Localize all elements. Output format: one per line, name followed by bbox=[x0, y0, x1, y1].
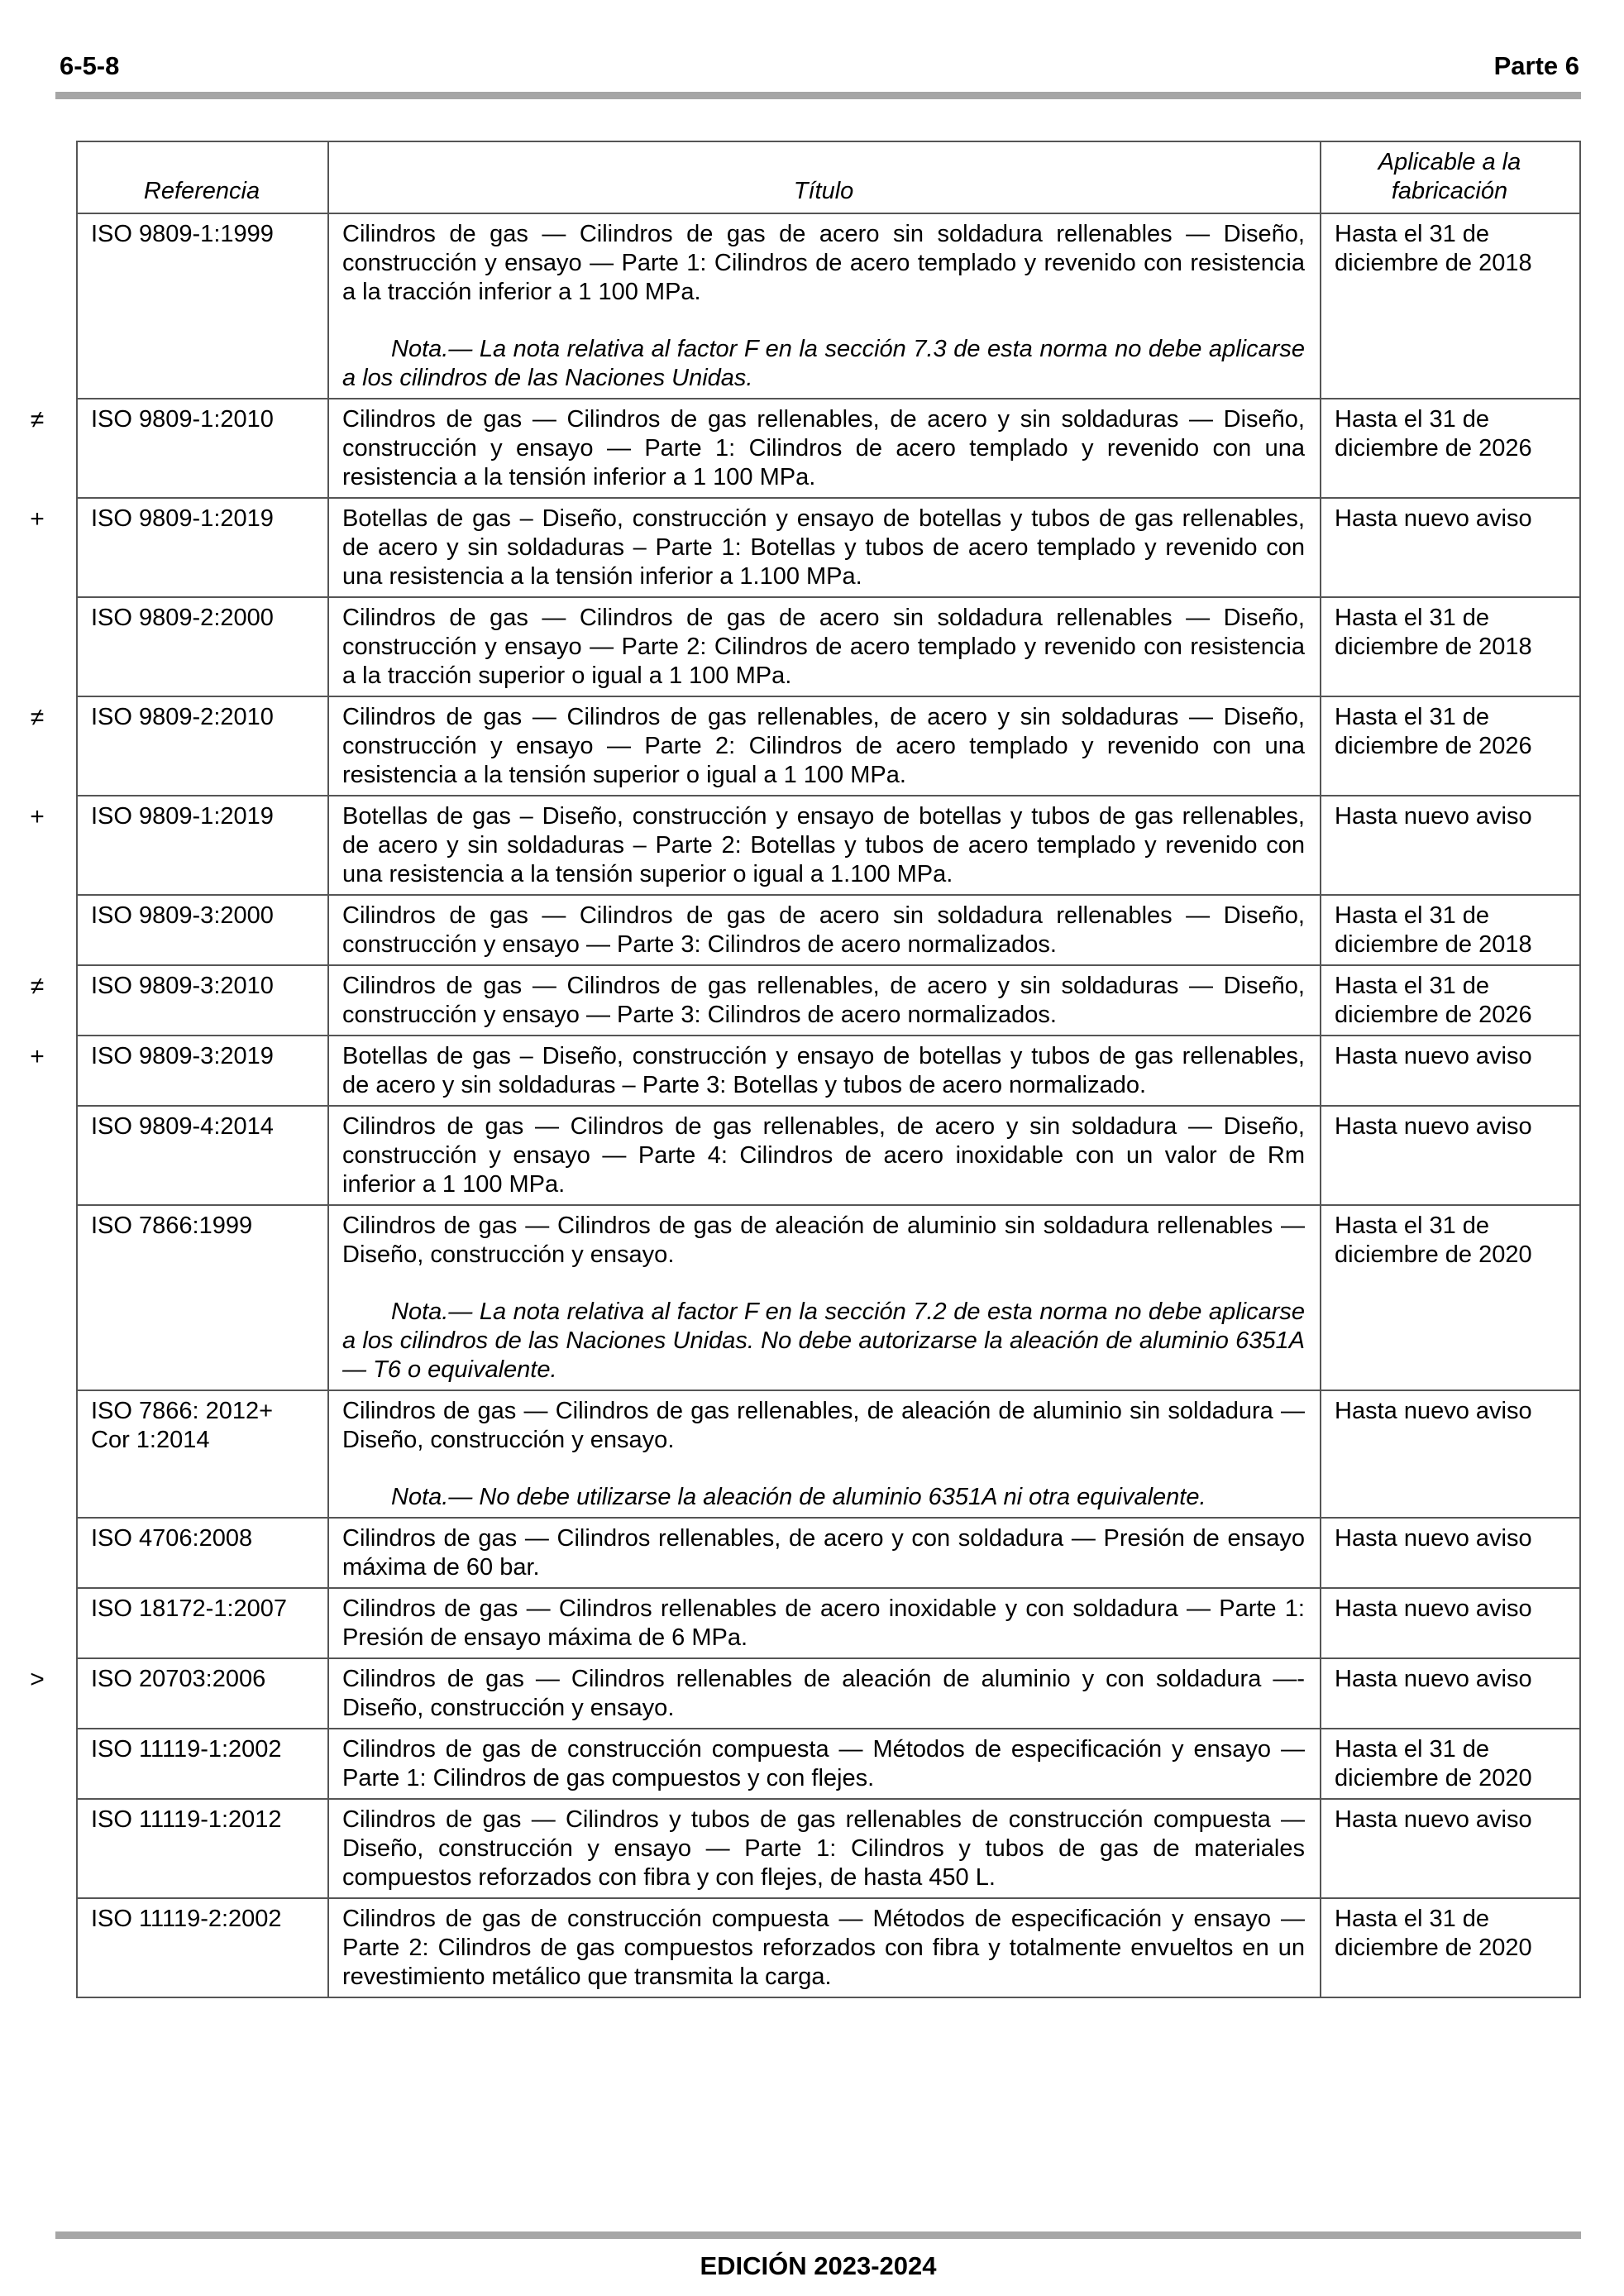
title-text: Cilindros de gas — Cilindros de gas rellenables, de acero y sin soldaduras — Diseño, construcción y ensayo — Parte 2: Cilindros de acero templado y revenido con una resistencia a la tensión superior o igual a 1 100 MPa. bbox=[342, 704, 1305, 788]
reference-cell bbox=[77, 1588, 328, 1658]
table-body bbox=[30, 213, 1580, 1997]
applicable-cell: Hasta el 31 de diciembre de 2026 bbox=[1321, 399, 1580, 498]
applicable-cell: Hasta nuevo aviso bbox=[1321, 1518, 1580, 1588]
reference-text: ISO 9809-1:2019 bbox=[91, 803, 274, 830]
title-text: Cilindros de gas — Cilindros y tubos de gas rellenables de construcción compuesta — Diseño, construcción y ensayo — Parte 1: Cilindros y tubos de gas de materiales compuestos reforzados con fibra y con flejes, de hasta 450 L. bbox=[342, 1806, 1305, 1891]
table-row bbox=[77, 399, 1580, 498]
applicable-cell: Hasta nuevo aviso bbox=[1321, 1588, 1580, 1658]
reference-cell bbox=[77, 1729, 328, 1799]
title-cell bbox=[328, 1518, 1321, 1588]
title-cell bbox=[328, 1588, 1321, 1658]
amendment-marker: ≠ bbox=[30, 406, 45, 433]
applicable-cell: Hasta nuevo aviso bbox=[1321, 1658, 1580, 1729]
title-text: Cilindros de gas — Cilindros rellenables de acero inoxidable y con soldadura — Parte 1: Presión de ensayo máxima de 6 MPa. bbox=[342, 1595, 1305, 1651]
applicable-cell: Hasta el 31 de diciembre de 2020 bbox=[1321, 1898, 1580, 1997]
reference-text: ISO 11119-1:2012 bbox=[91, 1806, 282, 1833]
amendment-marker: ≠ bbox=[30, 973, 45, 1000]
reference-text: ISO 9809-3:2010 bbox=[91, 973, 274, 999]
table-row bbox=[77, 965, 1580, 1036]
title-cell bbox=[328, 399, 1321, 498]
title-note: Nota.— La nota relativa al factor F en la sección 7.2 de esta norma no debe aplicarse a los cilindros de las Naciones Unidas. No debe autorizarse la aleación de aluminio 6351A — T6 o equivalente. bbox=[342, 1299, 1305, 1383]
reference-text: ISO 7866:1999 bbox=[91, 1213, 253, 1239]
title-cell bbox=[328, 213, 1321, 399]
title-cell bbox=[328, 1658, 1321, 1729]
header-title: Título bbox=[328, 141, 1321, 213]
reference-text: ISO 18172-1:2007 bbox=[91, 1595, 288, 1622]
reference-text: ISO 9809-4:2014 bbox=[91, 1113, 274, 1140]
table-row bbox=[77, 696, 1580, 796]
table-row bbox=[77, 1518, 1580, 1588]
reference-text: ISO 20703:2006 bbox=[91, 1666, 266, 1692]
reference-text: ISO 11119-2:2002 bbox=[91, 1906, 282, 1932]
table-row bbox=[77, 1588, 1580, 1658]
reference-cell bbox=[30, 1036, 328, 1106]
amendment-marker: + bbox=[30, 1043, 45, 1070]
table-row bbox=[77, 1799, 1580, 1898]
title-text: Cilindros de gas — Cilindros de gas rellenables, de acero y sin soldadura — Diseño, construcción y ensayo — Parte 4: Cilindros de acero inoxidable con un valor de Rm inferior a 1 100 MPa. bbox=[342, 1113, 1305, 1198]
applicable-cell: Hasta el 31 de diciembre de 2018 bbox=[1321, 895, 1580, 965]
table-row bbox=[77, 1205, 1580, 1390]
title-text: Cilindros de gas — Cilindros de gas de aleación de aluminio sin soldadura rellenables — Diseño, construcción y ensayo. bbox=[342, 1213, 1305, 1268]
reference-text: ISO 9809-2:2000 bbox=[91, 605, 274, 631]
reference-text: ISO 9809-1:1999 bbox=[91, 221, 274, 247]
title-cell bbox=[328, 1106, 1321, 1205]
title-cell bbox=[328, 1799, 1321, 1898]
reference-cell bbox=[30, 965, 328, 1036]
reference-cell bbox=[30, 796, 328, 895]
title-text: Botellas de gas – Diseño, construcción y ensayo de botellas y tubos de gas rellenables, de acero y sin soldaduras – Parte 3: Botellas y tubos de acero normalizado. bbox=[342, 1043, 1305, 1098]
reference-text: ISO 9809-1:2019 bbox=[91, 505, 274, 532]
reference-cell bbox=[77, 213, 328, 399]
reference-text: ISO 9809-1:2010 bbox=[91, 406, 274, 433]
table-row bbox=[77, 1390, 1580, 1518]
applicable-cell: Hasta nuevo aviso bbox=[1321, 1390, 1580, 1518]
reference-cell bbox=[77, 895, 328, 965]
page-header bbox=[55, 48, 1581, 88]
reference-text: ISO 4706:2008 bbox=[91, 1525, 253, 1552]
reference-text: ISO 7866: 2012+ Cor 1:2014 bbox=[91, 1398, 274, 1453]
table-row bbox=[77, 1036, 1580, 1106]
table-row bbox=[77, 1729, 1580, 1799]
table-row bbox=[77, 1658, 1580, 1729]
edition-footer: EDICIÓN 2023-2024 bbox=[700, 2251, 937, 2280]
reference-cell bbox=[77, 1799, 328, 1898]
header-applicable: Aplicable a la fabricación bbox=[1321, 141, 1580, 213]
title-cell bbox=[328, 1898, 1321, 1997]
title-cell bbox=[328, 1205, 1321, 1390]
amendment-marker: + bbox=[30, 803, 45, 830]
standards-table bbox=[30, 141, 1581, 1998]
table-header-row bbox=[77, 141, 1580, 213]
header-reference: Referencia bbox=[77, 141, 328, 213]
title-text: Botellas de gas – Diseño, construcción y ensayo de botellas y tubos de gas rellenables, de acero y sin soldaduras – Parte 1: Botellas y tubos de acero templado y revenido con una resistencia a la tensión inferior a 1.100 MPa. bbox=[342, 505, 1305, 590]
applicable-cell: Hasta el 31 de diciembre de 2020 bbox=[1321, 1205, 1580, 1390]
title-cell bbox=[328, 696, 1321, 796]
applicable-cell: Hasta nuevo aviso bbox=[1321, 1106, 1580, 1205]
title-cell bbox=[328, 1729, 1321, 1799]
applicable-cell: Hasta nuevo aviso bbox=[1321, 1036, 1580, 1106]
applicable-cell: Hasta nuevo aviso bbox=[1321, 1799, 1580, 1898]
applicable-cell: Hasta nuevo aviso bbox=[1321, 796, 1580, 895]
title-text: Cilindros de gas — Cilindros de gas rellenables, de acero y sin soldaduras — Diseño, construcción y ensayo — Parte 1: Cilindros de acero templado y revenido con una resistencia a la tensión inferior a 1 100 MPa. bbox=[342, 406, 1305, 490]
reference-text: ISO 11119-1:2002 bbox=[91, 1736, 282, 1763]
table-row bbox=[77, 796, 1580, 895]
title-cell bbox=[328, 597, 1321, 696]
reference-cell bbox=[30, 696, 328, 796]
title-text: Cilindros de gas — Cilindros de gas de acero sin soldadura rellenables — Diseño, construcción y ensayo — Parte 3: Cilindros de acero normalizados. bbox=[342, 902, 1305, 958]
title-text: Botellas de gas – Diseño, construcción y ensayo de botellas y tubos de gas rellenables, de acero y sin soldaduras – Parte 2: Botellas y tubos de acero templado y revenido con una resistencia a la tensión superior o igual a 1.100 MPa. bbox=[342, 803, 1305, 887]
amendment-marker: > bbox=[30, 1666, 45, 1693]
reference-text: ISO 9809-2:2010 bbox=[91, 704, 274, 730]
reference-text: ISO 9809-3:2000 bbox=[91, 902, 274, 929]
page-number: 6-5-8 bbox=[60, 51, 120, 80]
reference-cell bbox=[30, 399, 328, 498]
reference-cell bbox=[77, 1390, 328, 1518]
title-cell bbox=[328, 796, 1321, 895]
title-cell bbox=[328, 965, 1321, 1036]
title-text: Cilindros de gas de construcción compuesta — Métodos de especificación y ensayo — Parte 2: Cilindros de gas compuestos reforzados con fibra y totalmente envueltos en un revestimiento metálico que transmita la carga. bbox=[342, 1906, 1305, 1990]
footer-rule bbox=[55, 2231, 1581, 2239]
title-note: Nota.— No debe utilizarse la aleación de aluminio 6351A ni otra equivalente. bbox=[391, 1484, 1206, 1510]
title-text: Cilindros de gas — Cilindros de gas rellenables, de aleación de aluminio sin soldadura — Diseño, construcción y ensayo. bbox=[342, 1398, 1305, 1453]
part-label: Parte 6 bbox=[1493, 51, 1579, 80]
reference-cell bbox=[30, 498, 328, 597]
title-cell bbox=[328, 1390, 1321, 1518]
reference-text: ISO 9809-3:2019 bbox=[91, 1043, 274, 1069]
reference-cell bbox=[77, 1518, 328, 1588]
table-row bbox=[77, 498, 1580, 597]
title-text: Cilindros de gas — Cilindros rellenables de aleación de aluminio y con soldadura —- Diseño, construcción y ensayo. bbox=[342, 1666, 1305, 1721]
header-rule bbox=[55, 92, 1581, 99]
title-text: Cilindros de gas de construcción compuesta — Métodos de especificación y ensayo — Parte 1: Cilindros de gas compuestos y con flejes. bbox=[342, 1736, 1305, 1791]
title-text: Cilindros de gas — Cilindros de gas de acero sin soldadura rellenables — Diseño, construcción y ensayo — Parte 1: Cilindros de acero templado y revenido con resistencia a la tracción inferior a 1 100 MPa. bbox=[342, 221, 1305, 305]
reference-cell bbox=[77, 597, 328, 696]
table-row bbox=[77, 213, 1580, 399]
amendment-marker: ≠ bbox=[30, 704, 45, 731]
applicable-cell: Hasta el 31 de diciembre de 2018 bbox=[1321, 597, 1580, 696]
reference-cell bbox=[30, 1658, 328, 1729]
title-note: Nota.— La nota relativa al factor F en la sección 7.3 de esta norma no debe aplicarse a los cilindros de las Naciones Unidas. bbox=[342, 336, 1305, 391]
title-text: Cilindros de gas — Cilindros de gas de acero sin soldadura rellenables — Diseño, construcción y ensayo — Parte 2: Cilindros de acero templado y revenido con resistencia a la tracción superior o igual a 1 100 MPa. bbox=[342, 605, 1305, 689]
amendment-marker: + bbox=[30, 505, 45, 533]
table-row bbox=[77, 895, 1580, 965]
applicable-cell: Hasta el 31 de diciembre de 2026 bbox=[1321, 696, 1580, 796]
title-text: Cilindros de gas — Cilindros rellenables, de acero y con soldadura — Presión de ensayo máxima de 60 bar. bbox=[342, 1525, 1305, 1581]
reference-cell bbox=[77, 1205, 328, 1390]
reference-cell bbox=[77, 1898, 328, 1997]
applicable-cell: Hasta el 31 de diciembre de 2018 bbox=[1321, 213, 1580, 399]
title-cell bbox=[328, 1036, 1321, 1106]
applicable-cell: Hasta nuevo aviso bbox=[1321, 498, 1580, 597]
table-row bbox=[77, 1106, 1580, 1205]
applicable-cell: Hasta el 31 de diciembre de 2026 bbox=[1321, 965, 1580, 1036]
applicable-cell: Hasta el 31 de diciembre de 2020 bbox=[1321, 1729, 1580, 1799]
title-text: Cilindros de gas — Cilindros de gas rellenables, de acero y sin soldaduras — Diseño, construcción y ensayo — Parte 3: Cilindros de acero normalizados. bbox=[342, 973, 1305, 1028]
reference-cell bbox=[77, 1106, 328, 1205]
table-row bbox=[77, 1898, 1580, 1997]
title-cell bbox=[328, 895, 1321, 965]
table-row bbox=[77, 597, 1580, 696]
title-cell bbox=[328, 498, 1321, 597]
